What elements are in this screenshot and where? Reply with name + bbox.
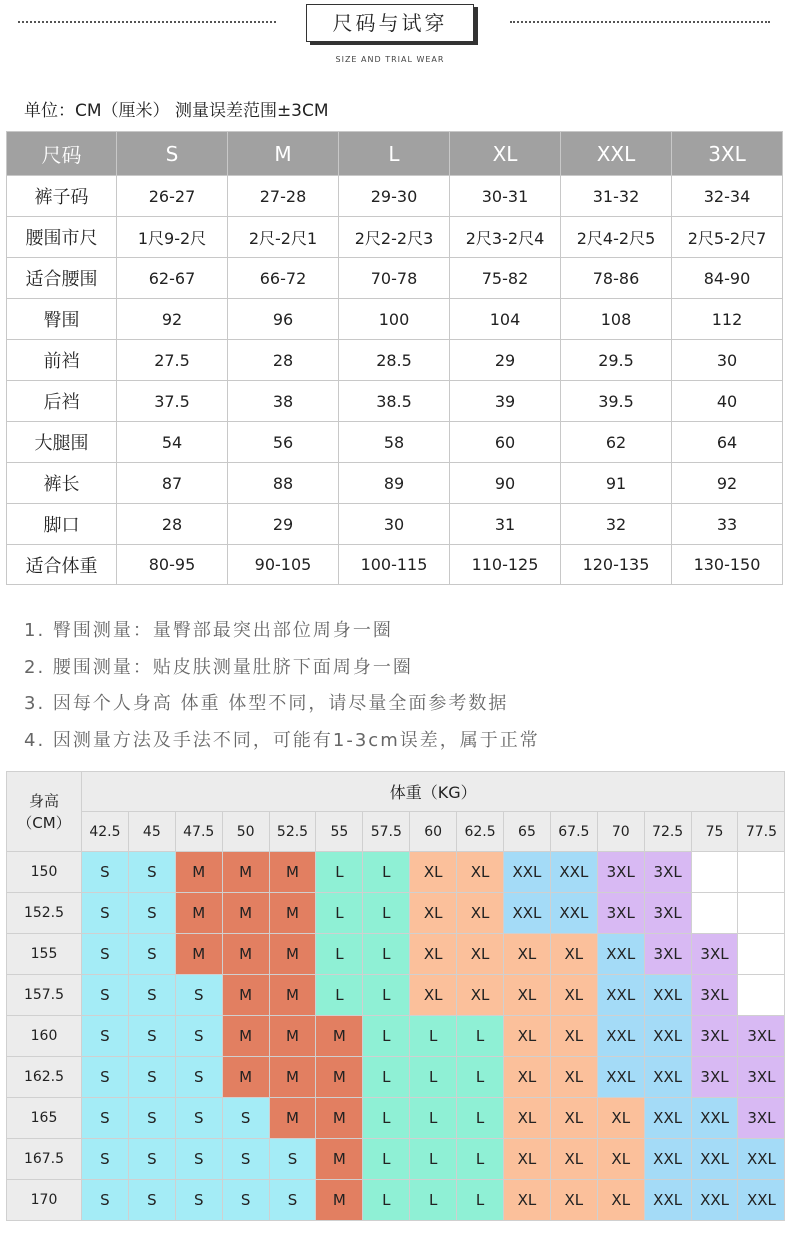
fit-size-cell: 3XL xyxy=(738,1057,785,1098)
size-table-row xyxy=(7,217,783,258)
fit-size-cell: S xyxy=(128,975,175,1016)
fit-table-body xyxy=(7,852,785,1221)
fit-size-cell: L xyxy=(363,1057,410,1098)
weight-value-cell: 45 xyxy=(128,812,175,852)
size-table-cell: 39 xyxy=(450,381,561,422)
size-table-row xyxy=(7,176,783,217)
fit-size-cell: S xyxy=(128,1180,175,1221)
fit-size-cell: XL xyxy=(550,1139,597,1180)
size-table-cell: 60 xyxy=(450,422,561,463)
fit-size-cell: 3XL xyxy=(597,852,644,893)
fit-size-cell: M xyxy=(222,975,269,1016)
fit-size-cell: S xyxy=(222,1180,269,1221)
size-table-row xyxy=(7,381,783,422)
fit-size-cell xyxy=(738,975,785,1016)
weight-value-cell: 60 xyxy=(410,812,457,852)
fit-size-cell: L xyxy=(316,852,363,893)
fit-size-cell: S xyxy=(82,975,129,1016)
fit-size-cell: XL xyxy=(550,1057,597,1098)
fit-size-cell: XL xyxy=(550,934,597,975)
fit-size-cell xyxy=(738,934,785,975)
fit-size-cell: XL xyxy=(597,1098,644,1139)
fit-size-cell: S xyxy=(82,1139,129,1180)
size-table-cell: 26-27 xyxy=(117,176,228,217)
fit-size-cell: S xyxy=(128,1098,175,1139)
fit-table-row xyxy=(7,1098,785,1139)
fit-size-cell: M xyxy=(222,1057,269,1098)
fit-size-cell: XL xyxy=(410,893,457,934)
fit-size-cell: S xyxy=(82,934,129,975)
size-table-cell: 31-32 xyxy=(561,176,672,217)
fit-size-cell: M xyxy=(269,852,316,893)
fit-size-cell: S xyxy=(128,1016,175,1057)
size-table-cell: 58 xyxy=(339,422,450,463)
fit-size-cell: L xyxy=(316,934,363,975)
note-item: 2. 腰围测量：贴皮肤测量肚脐下面周身一圈 xyxy=(24,656,413,678)
fit-size-cell: L xyxy=(410,1180,457,1221)
fit-size-cell: M xyxy=(222,893,269,934)
fit-table-row xyxy=(7,893,785,934)
fit-size-cell: S xyxy=(82,1016,129,1057)
size-table-row-label: 后裆 xyxy=(7,381,117,422)
fit-size-cell: L xyxy=(410,1016,457,1057)
size-table-cell: 37.5 xyxy=(117,381,228,422)
size-chart-table xyxy=(6,131,783,585)
weight-value-cell: 57.5 xyxy=(363,812,410,852)
size-table-cell: 104 xyxy=(450,299,561,340)
fit-size-cell: M xyxy=(316,1180,363,1221)
fit-size-cell: XXL xyxy=(644,1016,691,1057)
size-table-cell: 32-34 xyxy=(672,176,783,217)
fit-size-cell: M xyxy=(175,852,222,893)
fit-size-cell: S xyxy=(128,1139,175,1180)
fit-size-cell: L xyxy=(410,1139,457,1180)
fit-size-cell xyxy=(738,893,785,934)
fit-size-cell: XL xyxy=(504,1016,551,1057)
fit-size-cell: 3XL xyxy=(691,1016,738,1057)
fit-size-cell: S xyxy=(82,1180,129,1221)
fit-size-cell: L xyxy=(363,852,410,893)
fit-size-cell: 3XL xyxy=(691,975,738,1016)
fit-size-cell: S xyxy=(175,1180,222,1221)
fit-size-cell: 3XL xyxy=(691,1057,738,1098)
fit-size-cell: M xyxy=(269,1098,316,1139)
fit-size-cell: L xyxy=(457,1139,504,1180)
fit-table-row xyxy=(7,934,785,975)
size-table-cell: 2尺5-2尺7 xyxy=(672,217,783,258)
fit-size-cell xyxy=(691,893,738,934)
size-table-row xyxy=(7,422,783,463)
size-table-cell: 30 xyxy=(672,340,783,381)
size-table-cell: 29.5 xyxy=(561,340,672,381)
size-table-row-label: 适合体重 xyxy=(7,545,117,585)
size-table-row-label: 前裆 xyxy=(7,340,117,381)
fit-size-cell: XL xyxy=(597,1180,644,1221)
fit-size-cell: XXL xyxy=(644,1139,691,1180)
size-table-header: 3XL xyxy=(672,132,783,176)
size-table-cell: 27.5 xyxy=(117,340,228,381)
fit-size-cell: L xyxy=(363,1139,410,1180)
size-table-cell: 84-90 xyxy=(672,258,783,299)
size-table-cell: 66-72 xyxy=(228,258,339,299)
fit-size-cell: XXL xyxy=(504,852,551,893)
note-item: 3. 因每个人身高 体重 体型不同，请尽量全面参考数据 xyxy=(24,693,509,715)
fit-table-row xyxy=(7,975,785,1016)
fit-size-cell: XXL xyxy=(644,975,691,1016)
fit-size-cell: M xyxy=(269,975,316,1016)
weight-value-cell: 47.5 xyxy=(175,812,222,852)
fit-size-cell: M xyxy=(316,1016,363,1057)
page-title: 尺码与试穿 xyxy=(306,4,474,42)
fit-table-row xyxy=(7,1057,785,1098)
decorative-dotted-line-left xyxy=(18,21,276,23)
size-table-cell: 2尺4-2尺5 xyxy=(561,217,672,258)
size-table-cell: 96 xyxy=(228,299,339,340)
fit-size-cell: XXL xyxy=(691,1180,738,1221)
fit-size-cell: M xyxy=(269,934,316,975)
fit-size-cell: XL xyxy=(504,1180,551,1221)
weight-value-cell: 75 xyxy=(691,812,738,852)
fit-size-cell: XXL xyxy=(644,1098,691,1139)
measurement-notes xyxy=(24,618,540,765)
fit-size-cell: 3XL xyxy=(644,893,691,934)
size-table-cell: 87 xyxy=(117,463,228,504)
fit-table-row xyxy=(7,1180,785,1221)
size-table-cell: 80-95 xyxy=(117,545,228,585)
fit-size-cell: L xyxy=(316,893,363,934)
fit-size-cell: XL xyxy=(550,975,597,1016)
decorative-dotted-line-right xyxy=(510,21,770,23)
height-value-cell: 157.5 xyxy=(7,975,82,1016)
size-table-row xyxy=(7,299,783,340)
size-table-row xyxy=(7,340,783,381)
size-table-cell: 38 xyxy=(228,381,339,422)
weight-value-cell: 62.5 xyxy=(457,812,504,852)
fit-size-cell: 3XL xyxy=(597,893,644,934)
fit-size-cell: S xyxy=(269,1139,316,1180)
fit-size-cell xyxy=(738,852,785,893)
size-table-row-label: 臀围 xyxy=(7,299,117,340)
size-table-header: 尺码 xyxy=(7,132,117,176)
fit-size-cell: S xyxy=(175,1139,222,1180)
fit-size-cell: S xyxy=(82,1098,129,1139)
size-table-cell: 88 xyxy=(228,463,339,504)
size-table-row xyxy=(7,463,783,504)
fit-size-cell: S xyxy=(269,1180,316,1221)
fit-size-cell: S xyxy=(222,1098,269,1139)
size-table-cell: 120-135 xyxy=(561,545,672,585)
fit-size-cell: L xyxy=(457,1016,504,1057)
fit-size-cell: XL xyxy=(410,934,457,975)
size-table-cell: 33 xyxy=(672,504,783,545)
fit-size-cell: M xyxy=(316,1098,363,1139)
size-table-cell: 64 xyxy=(672,422,783,463)
fit-size-cell: XL xyxy=(504,934,551,975)
fit-size-cell: XXL xyxy=(738,1139,785,1180)
fit-size-cell: XXL xyxy=(644,1057,691,1098)
size-table-row xyxy=(7,504,783,545)
fit-size-cell: S xyxy=(175,1098,222,1139)
fit-size-cell: 3XL xyxy=(738,1016,785,1057)
size-table-cell: 100 xyxy=(339,299,450,340)
fit-table-row xyxy=(7,1139,785,1180)
size-table-row xyxy=(7,258,783,299)
weight-value-cell: 70 xyxy=(597,812,644,852)
size-table-row xyxy=(7,545,783,585)
size-table-cell: 1尺9-2尺 xyxy=(117,217,228,258)
fit-size-cell: XXL xyxy=(738,1180,785,1221)
size-table-cell: 40 xyxy=(672,381,783,422)
fit-size-cell: M xyxy=(175,934,222,975)
height-value-cell: 152.5 xyxy=(7,893,82,934)
fit-size-cell: 3XL xyxy=(691,934,738,975)
fit-size-cell: 3XL xyxy=(644,934,691,975)
fit-size-cell: S xyxy=(82,852,129,893)
size-table-cell: 78-86 xyxy=(561,258,672,299)
fit-size-cell: XL xyxy=(504,1098,551,1139)
fit-size-cell: L xyxy=(316,975,363,1016)
fit-size-cell: XL xyxy=(504,975,551,1016)
size-table-header: S xyxy=(117,132,228,176)
fit-size-cell: S xyxy=(128,1057,175,1098)
size-table-body xyxy=(7,176,783,585)
fit-size-cell: XL xyxy=(597,1139,644,1180)
fit-size-cell: L xyxy=(410,1098,457,1139)
size-table-cell: 92 xyxy=(672,463,783,504)
size-table-cell: 70-78 xyxy=(339,258,450,299)
fit-size-cell: XL xyxy=(410,852,457,893)
weight-value-cell: 72.5 xyxy=(644,812,691,852)
weight-value-cell: 67.5 xyxy=(550,812,597,852)
fit-size-cell: XL xyxy=(504,1139,551,1180)
size-table-cell: 89 xyxy=(339,463,450,504)
weight-value-cell: 77.5 xyxy=(738,812,785,852)
size-table-cell: 32 xyxy=(561,504,672,545)
size-table-cell: 29 xyxy=(228,504,339,545)
size-table-cell: 108 xyxy=(561,299,672,340)
fit-size-cell: M xyxy=(175,893,222,934)
fit-size-cell: S xyxy=(175,1057,222,1098)
height-value-cell: 165 xyxy=(7,1098,82,1139)
size-table-cell: 30 xyxy=(339,504,450,545)
fit-size-cell: S xyxy=(175,1016,222,1057)
weight-values-row xyxy=(7,812,785,852)
size-table-row-label: 适合腰围 xyxy=(7,258,117,299)
size-table-cell: 28 xyxy=(117,504,228,545)
size-table-row-label: 腰围市尺 xyxy=(7,217,117,258)
note-item: 1. 臀围测量：量臀部最突出部位周身一圈 xyxy=(24,620,393,641)
size-table-cell: 31 xyxy=(450,504,561,545)
fit-size-cell: S xyxy=(222,1139,269,1180)
fit-size-cell: 3XL xyxy=(738,1098,785,1139)
weight-value-cell: 55 xyxy=(316,812,363,852)
size-table-cell: 90 xyxy=(450,463,561,504)
size-table-cell: 62-67 xyxy=(117,258,228,299)
fit-size-cell: S xyxy=(82,893,129,934)
fit-size-cell: XL xyxy=(457,852,504,893)
fit-size-cell: L xyxy=(363,1180,410,1221)
fit-table-row xyxy=(7,1016,785,1057)
fit-size-cell: XL xyxy=(457,893,504,934)
fit-size-cell: L xyxy=(457,1057,504,1098)
fit-size-cell: XXL xyxy=(691,1139,738,1180)
fit-size-cell: L xyxy=(363,1016,410,1057)
fit-size-cell: M xyxy=(316,1057,363,1098)
size-table-cell: 30-31 xyxy=(450,176,561,217)
fit-size-cell: L xyxy=(363,893,410,934)
size-table-cell: 110-125 xyxy=(450,545,561,585)
size-table-cell: 56 xyxy=(228,422,339,463)
fit-size-cell: M xyxy=(222,1016,269,1057)
height-value-cell: 150 xyxy=(7,852,82,893)
fit-size-cell: M xyxy=(222,852,269,893)
weight-value-cell: 42.5 xyxy=(82,812,129,852)
size-table-header: XL xyxy=(450,132,561,176)
size-table-header: L xyxy=(339,132,450,176)
height-value-cell: 162.5 xyxy=(7,1057,82,1098)
fit-size-cell: L xyxy=(363,975,410,1016)
size-table-header: XXL xyxy=(561,132,672,176)
page-subtitle: SIZE AND TRIAL WEAR xyxy=(335,55,445,64)
fit-size-cell: S xyxy=(128,852,175,893)
size-table-cell: 92 xyxy=(117,299,228,340)
size-table-cell: 28.5 xyxy=(339,340,450,381)
fit-size-cell: XXL xyxy=(644,1180,691,1221)
size-table-cell: 112 xyxy=(672,299,783,340)
size-table-cell: 2尺3-2尺4 xyxy=(450,217,561,258)
fit-size-cell: XXL xyxy=(504,893,551,934)
height-label-text: 身高 （CM） xyxy=(17,791,71,832)
fit-size-cell: XXL xyxy=(597,1057,644,1098)
fit-size-cell: S xyxy=(128,893,175,934)
fit-size-cell: XL xyxy=(550,1180,597,1221)
size-table-row-label: 裤子码 xyxy=(7,176,117,217)
fit-size-cell: XXL xyxy=(550,893,597,934)
fit-size-cell: XXL xyxy=(597,975,644,1016)
note-item: 4. 因测量方法及手法不同，可能有1-3cm误差，属于正常 xyxy=(24,730,540,752)
size-table-cell: 54 xyxy=(117,422,228,463)
fit-size-cell: L xyxy=(363,1098,410,1139)
fit-size-cell: M xyxy=(269,1016,316,1057)
size-table-cell: 38.5 xyxy=(339,381,450,422)
size-table-cell: 100-115 xyxy=(339,545,450,585)
unit-note: 单位：CM（厘米） 测量误差范围±3CM xyxy=(24,101,329,121)
size-table-cell: 39.5 xyxy=(561,381,672,422)
fit-size-cell: XXL xyxy=(550,852,597,893)
weight-value-cell: 65 xyxy=(504,812,551,852)
fit-size-cell: XL xyxy=(550,1098,597,1139)
fit-size-cell: XXL xyxy=(597,934,644,975)
fit-size-cell: 3XL xyxy=(644,852,691,893)
fit-size-cell: XL xyxy=(504,1057,551,1098)
size-table-row-label: 裤长 xyxy=(7,463,117,504)
weight-value-cell: 52.5 xyxy=(269,812,316,852)
size-table-cell: 90-105 xyxy=(228,545,339,585)
height-column-label xyxy=(7,772,82,852)
height-value-cell: 155 xyxy=(7,934,82,975)
height-weight-fit-table xyxy=(6,771,785,1221)
fit-size-cell: XXL xyxy=(691,1098,738,1139)
fit-size-cell: S xyxy=(128,934,175,975)
fit-size-cell: XL xyxy=(457,934,504,975)
size-table-row-label: 大腿围 xyxy=(7,422,117,463)
fit-size-cell: XXL xyxy=(597,1016,644,1057)
size-table-cell: 2尺2-2尺3 xyxy=(339,217,450,258)
fit-size-cell: L xyxy=(410,1057,457,1098)
size-table-cell: 27-28 xyxy=(228,176,339,217)
fit-size-cell: L xyxy=(457,1180,504,1221)
size-table-cell: 2尺-2尺1 xyxy=(228,217,339,258)
weight-axis-label: 体重（KG） xyxy=(82,772,785,812)
fit-size-cell xyxy=(691,852,738,893)
size-table-header: M xyxy=(228,132,339,176)
fit-size-cell: L xyxy=(457,1098,504,1139)
fit-size-cell: M xyxy=(316,1139,363,1180)
fit-size-cell: XL xyxy=(410,975,457,1016)
size-table-cell: 91 xyxy=(561,463,672,504)
size-table-header-row xyxy=(7,132,783,176)
fit-size-cell: L xyxy=(363,934,410,975)
height-value-cell: 167.5 xyxy=(7,1139,82,1180)
weight-value-cell: 50 xyxy=(222,812,269,852)
height-value-cell: 170 xyxy=(7,1180,82,1221)
fit-size-cell: M xyxy=(269,893,316,934)
height-value-cell: 160 xyxy=(7,1016,82,1057)
size-table-cell: 28 xyxy=(228,340,339,381)
fit-size-cell: S xyxy=(82,1057,129,1098)
size-table-cell: 29-30 xyxy=(339,176,450,217)
size-table-row-label: 脚口 xyxy=(7,504,117,545)
fit-size-cell: XL xyxy=(457,975,504,1016)
size-table-cell: 62 xyxy=(561,422,672,463)
fit-size-cell: XL xyxy=(550,1016,597,1057)
size-table-cell: 130-150 xyxy=(672,545,783,585)
fit-table-row xyxy=(7,852,785,893)
fit-size-cell: M xyxy=(269,1057,316,1098)
fit-size-cell: M xyxy=(222,934,269,975)
size-table-cell: 29 xyxy=(450,340,561,381)
size-table-cell: 75-82 xyxy=(450,258,561,299)
fit-size-cell: S xyxy=(175,975,222,1016)
